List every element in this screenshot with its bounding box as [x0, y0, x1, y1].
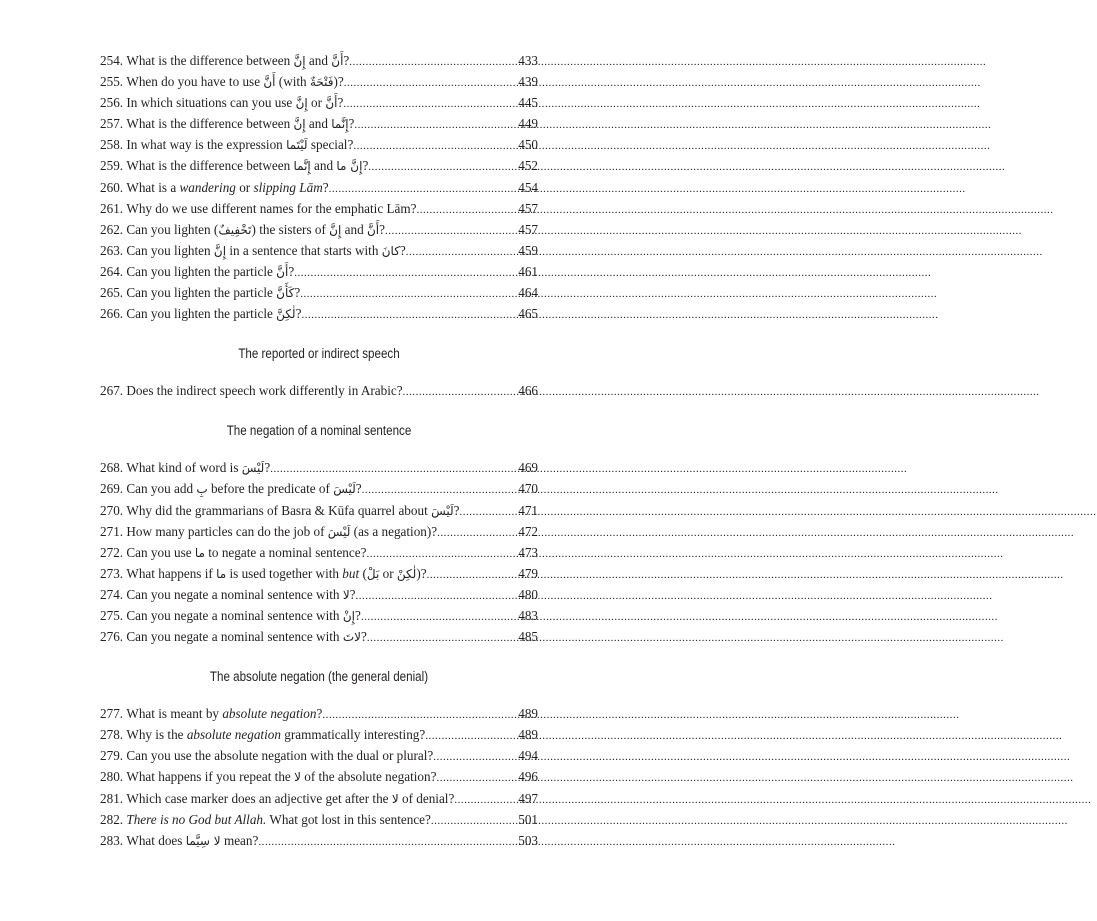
- entry-page-number: 466: [518, 383, 538, 399]
- dot-leader: [329, 179, 519, 200]
- question-text: How many particles can do the job of: [126, 523, 328, 539]
- dot-leader: [460, 502, 519, 523]
- entry-question: [126, 92, 343, 114]
- toc-entry[interactable]: [100, 155, 538, 176]
- toc-entry[interactable]: [100, 457, 538, 478]
- entry-question: [126, 724, 425, 745]
- question-text: or: [235, 179, 254, 195]
- entry-page-number: 445: [518, 95, 538, 111]
- italic-term: There is no God but Allah.: [126, 811, 267, 827]
- question-text: ?: [453, 502, 460, 518]
- entry-page-number: 489: [518, 706, 538, 722]
- entry-question: [126, 155, 368, 177]
- question-text: What is the difference between: [126, 116, 294, 132]
- question-text: )?: [416, 565, 427, 581]
- entry-number: 267.: [100, 383, 127, 399]
- entry-number: 278.: [100, 727, 127, 743]
- arabic-term: لا: [294, 770, 301, 785]
- entry-number: 262.: [100, 221, 127, 237]
- entry-question: [126, 500, 459, 522]
- question-text: ?: [348, 116, 355, 132]
- question-text: Can you use the absolute negation with the dual or plural?: [126, 748, 434, 764]
- arabic-term: كانَ: [381, 243, 400, 258]
- entry-number: 277.: [100, 706, 127, 722]
- dot-leader: [366, 544, 518, 565]
- question-text: Why is the: [126, 727, 187, 743]
- dot-leader: [367, 628, 518, 649]
- arabic-term: لا سِيَّما: [185, 833, 221, 848]
- entry-question: [126, 478, 361, 500]
- entry-number: 257.: [100, 116, 127, 132]
- dot-leader: [433, 747, 518, 768]
- section-heading: The absolute negation (the general denial): [209, 669, 429, 685]
- question-text: What is the difference between: [126, 158, 294, 174]
- arabic-term: أَنَّ: [366, 222, 380, 237]
- arabic-term: بِ: [196, 482, 208, 497]
- toc-entry[interactable]: [100, 478, 538, 499]
- question-text: ?: [337, 95, 344, 111]
- arabic-term: بَلْ: [366, 566, 380, 581]
- toc-entry[interactable]: [100, 113, 538, 134]
- arabic-term: لَيْتَما: [286, 138, 308, 153]
- arabic-term: لاتَ: [342, 630, 361, 645]
- question-text: ?: [264, 460, 271, 476]
- dot-leader: [406, 242, 518, 263]
- question-text: What does: [126, 832, 186, 848]
- question-text: ?: [349, 586, 356, 602]
- entry-question: [126, 563, 426, 585]
- entry-number: 270.: [100, 502, 127, 518]
- question-text: ) the sisters of: [251, 221, 330, 237]
- entry-question: [126, 788, 454, 810]
- entry-question: [126, 605, 360, 627]
- entry-page-number: 496: [518, 769, 538, 785]
- toc-entry[interactable]: [100, 177, 538, 198]
- arabic-term: إِنَّ: [213, 243, 227, 258]
- toc-entry[interactable]: [100, 521, 538, 542]
- entry-question: [126, 50, 349, 72]
- question-text: ?: [399, 242, 406, 258]
- question-text: and: [305, 53, 332, 68]
- entry-question: [126, 626, 366, 648]
- question-text: (: [359, 565, 367, 581]
- arabic-term: فَتْحَةٌ: [309, 75, 334, 90]
- italic-term: absolute negation: [186, 727, 281, 743]
- question-text: of denial?: [398, 790, 455, 806]
- entry-number: 268.: [100, 460, 127, 476]
- toc-entry[interactable]: [100, 92, 538, 113]
- question-text: ?: [316, 706, 323, 722]
- entry-page-number: 449: [518, 116, 538, 132]
- entry-number: 280.: [100, 769, 127, 785]
- entry-question: [126, 703, 322, 724]
- question-text: What is the difference between: [126, 53, 294, 68]
- dot-leader: [362, 480, 519, 501]
- entry-question: [126, 113, 354, 135]
- question-text: ?: [288, 263, 295, 279]
- entry-page-number: 461: [518, 263, 538, 279]
- entry-page-number: 503: [518, 832, 538, 848]
- entry-question: [126, 71, 343, 93]
- dot-leader: [437, 523, 518, 544]
- arabic-term: إِنْ: [342, 608, 355, 623]
- question-text: ?: [322, 179, 329, 195]
- entry-number: 256.: [100, 95, 127, 111]
- entry-number: 259.: [100, 158, 127, 174]
- entry-number: 265.: [100, 285, 127, 301]
- question-text: ?: [379, 221, 385, 237]
- entry-question: [126, 766, 436, 788]
- entry-page-number: 454: [518, 179, 538, 195]
- entry-number: 264.: [100, 263, 127, 279]
- section-heading: The reported or indirect speech: [238, 346, 400, 362]
- dot-leader: [300, 284, 518, 305]
- toc-entry[interactable]: [100, 261, 538, 282]
- toc-entry[interactable]: [100, 626, 538, 647]
- arabic-term: إِنَّ: [295, 96, 308, 111]
- entry-page-number: 473: [518, 544, 538, 560]
- toc-entry[interactable]: [100, 724, 538, 745]
- question-text: to negate a nominal sentence?: [204, 544, 367, 560]
- entry-question: [126, 219, 385, 241]
- question-text: of the absolute negation?: [300, 769, 437, 785]
- arabic-term: لَيْسَ: [333, 482, 356, 497]
- entry-number: 260.: [100, 179, 127, 195]
- italic-term: absolute negation: [222, 706, 317, 722]
- entry-number: 281.: [100, 790, 127, 806]
- entry-number: 282.: [100, 811, 127, 827]
- entry-page-number: 494: [518, 748, 538, 764]
- entry-question: [126, 177, 328, 198]
- table-of-contents: [100, 50, 538, 851]
- arabic-term: إِنَّ: [329, 222, 342, 237]
- arabic-term: كَأَنَّ: [276, 286, 295, 301]
- toc-entry[interactable]: [100, 198, 538, 219]
- question-text: and: [310, 158, 337, 174]
- question-text: What happens if: [126, 565, 217, 581]
- entry-number: 266.: [100, 306, 127, 322]
- toc-entry[interactable]: [100, 830, 538, 851]
- entry-number: 254.: [100, 53, 127, 68]
- question-text: What happens if you repeat the: [126, 769, 295, 785]
- entry-page-number: 489: [518, 727, 538, 743]
- dot-leader: [356, 586, 519, 607]
- entry-question: [126, 542, 366, 564]
- dot-leader: [436, 768, 518, 789]
- question-text: Can you negate a nominal sentence with: [126, 607, 343, 623]
- question-text: What kind of word is: [126, 460, 242, 476]
- arabic-term: أَنَّ: [325, 96, 338, 111]
- entry-page-number: 479: [518, 565, 538, 581]
- entry-question: [126, 380, 402, 401]
- entry-number: 274.: [100, 586, 127, 602]
- entry-number: 269.: [100, 481, 127, 497]
- question-text: (with: [275, 74, 310, 90]
- question-text: ?: [295, 306, 302, 322]
- dot-leader: [417, 200, 519, 221]
- italic-term: slipping Lām: [253, 179, 323, 195]
- question-text: In which situations can you use: [126, 95, 296, 111]
- entry-page-number: 464: [518, 285, 538, 301]
- entry-number: 261.: [100, 200, 127, 216]
- question-text: Can you lighten (: [126, 221, 219, 237]
- question-text: When do you have to use: [126, 74, 264, 90]
- question-text: Which case marker does an adjective get after the: [126, 790, 392, 806]
- question-text: Can you use: [126, 544, 195, 560]
- toc-entry[interactable]: [100, 766, 538, 787]
- arabic-term: ما: [194, 545, 205, 560]
- entry-question: [126, 584, 355, 606]
- toc-entry[interactable]: [100, 71, 538, 92]
- question-text: grammatically interesting?: [280, 727, 426, 743]
- entry-page-number: 457: [518, 200, 538, 216]
- entry-question: [126, 745, 433, 766]
- entry-number: 271.: [100, 523, 127, 539]
- entry-number: 283.: [100, 832, 127, 848]
- arabic-term: إِنَّما: [293, 159, 311, 174]
- question-text: mean?: [220, 832, 259, 848]
- arabic-term: إِنَّ: [293, 54, 306, 68]
- entry-number: 276.: [100, 629, 127, 645]
- entry-page-number: 457: [518, 221, 538, 237]
- arabic-term: إِنَّ: [293, 117, 306, 132]
- toc-entry[interactable]: [100, 809, 538, 830]
- toc-entry[interactable]: [100, 788, 538, 809]
- question-text: ?: [355, 481, 362, 497]
- toc-entry[interactable]: [100, 563, 538, 584]
- entry-question: [126, 303, 301, 325]
- question-text: Can you negate a nominal sentence with: [126, 629, 343, 645]
- question-text: before the predicate of: [207, 481, 334, 497]
- question-text: or: [307, 95, 326, 111]
- entry-question: [126, 240, 405, 262]
- question-text: What is a: [126, 179, 180, 195]
- dot-leader: [368, 157, 518, 178]
- question-text: )?: [333, 74, 344, 90]
- dot-leader: [258, 832, 518, 853]
- dot-leader: [361, 607, 518, 628]
- arabic-term: أَنَّ: [276, 264, 289, 279]
- toc-entry[interactable]: [100, 500, 538, 521]
- entry-page-number: 485: [518, 629, 538, 645]
- arabic-term: لٰكِنْ: [396, 566, 417, 581]
- entry-question: [126, 282, 300, 304]
- dot-leader: [343, 94, 518, 115]
- entry-page-number: 459: [518, 242, 538, 258]
- toc-entry[interactable]: [100, 605, 538, 626]
- entry-page-number: 472: [518, 523, 538, 539]
- dot-leader: [322, 705, 518, 726]
- question-text: Can you lighten the particle: [126, 285, 277, 301]
- entry-number: 255.: [100, 74, 127, 90]
- dot-leader: [353, 136, 518, 157]
- toc-entry[interactable]: [100, 282, 538, 303]
- toc-entry[interactable]: [100, 745, 538, 766]
- arabic-term: لا: [391, 791, 399, 806]
- arabic-term: أَنَّ: [263, 75, 276, 90]
- dot-leader: [344, 73, 518, 94]
- entry-page-number: 465: [518, 306, 538, 322]
- dot-leader: [431, 811, 518, 832]
- dot-leader: [354, 115, 518, 136]
- toc-entry[interactable]: [100, 240, 538, 261]
- entry-number: 258.: [100, 137, 127, 153]
- entry-question: [126, 809, 431, 830]
- entry-number: 272.: [100, 544, 127, 560]
- question-text: What got lost in this sentence?: [266, 811, 431, 827]
- arabic-term: لَيْسَ: [241, 461, 265, 476]
- entry-number: 273.: [100, 565, 127, 581]
- entry-page-number: 469: [518, 460, 538, 476]
- toc-entry[interactable]: [100, 219, 538, 240]
- dot-leader: [454, 790, 518, 811]
- arabic-term: أَنَّ: [331, 54, 344, 68]
- question-text: and: [305, 116, 332, 132]
- question-text: Can you add: [126, 481, 197, 497]
- question-text: or: [379, 565, 397, 581]
- entry-question: [126, 261, 294, 283]
- italic-term: wandering: [179, 179, 236, 195]
- question-text: ?: [354, 607, 361, 623]
- question-text: Can you negate a nominal sentence with: [126, 586, 343, 602]
- toc-entry[interactable]: [100, 584, 538, 605]
- question-text: ?: [360, 629, 367, 645]
- entry-page-number: 433: [518, 53, 538, 68]
- question-text: ?: [294, 285, 301, 301]
- entry-question: [126, 830, 258, 852]
- entry-page-number: 497: [518, 790, 538, 806]
- entry-question: [126, 457, 270, 479]
- entry-page-number: 483: [518, 607, 538, 623]
- dot-leader: [403, 382, 519, 403]
- dot-leader: [270, 459, 518, 480]
- arabic-term: لٰكِنَّ: [276, 307, 296, 322]
- question-text: (as a negation)?: [350, 523, 438, 539]
- entry-page-number: 471: [518, 502, 538, 518]
- entry-question: [126, 134, 353, 156]
- question-text: in a sentence that starts with: [226, 242, 382, 258]
- entry-page-number: 480: [518, 586, 538, 602]
- question-text: What is meant by: [126, 706, 223, 722]
- arabic-term: ما: [216, 566, 227, 581]
- question-text: Can you lighten the particle: [126, 306, 277, 322]
- question-text: In what way is the expression: [126, 137, 287, 153]
- question-text: Can you lighten the particle: [126, 263, 277, 279]
- entry-page-number: 470: [518, 481, 538, 497]
- arabic-term: لَيْسَ: [431, 503, 454, 518]
- question-text: Does the indirect speech work differently in Arabic?: [126, 383, 403, 399]
- question-text: ?: [362, 158, 369, 174]
- arabic-term: لَيْسَ: [327, 524, 351, 539]
- arabic-term: إِنَّ ما: [336, 159, 363, 174]
- arabic-term: لا: [342, 587, 350, 602]
- arabic-term: تَخْفِيفٌ: [218, 222, 252, 237]
- question-text: Why do we use different names for the emphatic Lām?: [126, 200, 417, 216]
- arabic-term: إِنَّما: [331, 117, 349, 132]
- dot-leader: [385, 221, 518, 242]
- question-text: Can you lighten: [126, 242, 214, 258]
- dot-leader: [301, 305, 518, 326]
- dot-leader: [294, 263, 518, 284]
- italic-term: but: [342, 565, 360, 581]
- entry-page-number: 501: [518, 811, 538, 827]
- dot-leader: [427, 565, 519, 586]
- dot-leader: [425, 726, 518, 747]
- toc-entry[interactable]: [100, 303, 538, 324]
- entry-question: [126, 198, 416, 219]
- question-text: ?: [343, 53, 350, 68]
- toc-entry[interactable]: [100, 703, 538, 724]
- section-heading: The negation of a nominal sentence: [226, 423, 412, 439]
- entry-number: 263.: [100, 242, 127, 258]
- entry-number: 275.: [100, 607, 127, 623]
- toc-entry[interactable]: [100, 134, 538, 155]
- entry-page-number: 452: [518, 158, 538, 174]
- toc-entry[interactable]: [100, 50, 538, 71]
- entry-number: 279.: [100, 748, 127, 764]
- toc-entry[interactable]: [100, 542, 538, 563]
- entry-page-number: 450: [518, 137, 538, 153]
- dot-leader: [349, 52, 518, 73]
- question-text: and: [341, 221, 367, 237]
- question-text: Why did the grammarians of Basra & Kūfa quarrel about: [126, 502, 432, 518]
- entry-page-number: 439: [518, 74, 538, 90]
- entry-question: [126, 521, 437, 543]
- question-text: is used together with: [226, 565, 343, 581]
- question-text: special?: [307, 137, 354, 153]
- toc-entry[interactable]: [100, 380, 538, 401]
